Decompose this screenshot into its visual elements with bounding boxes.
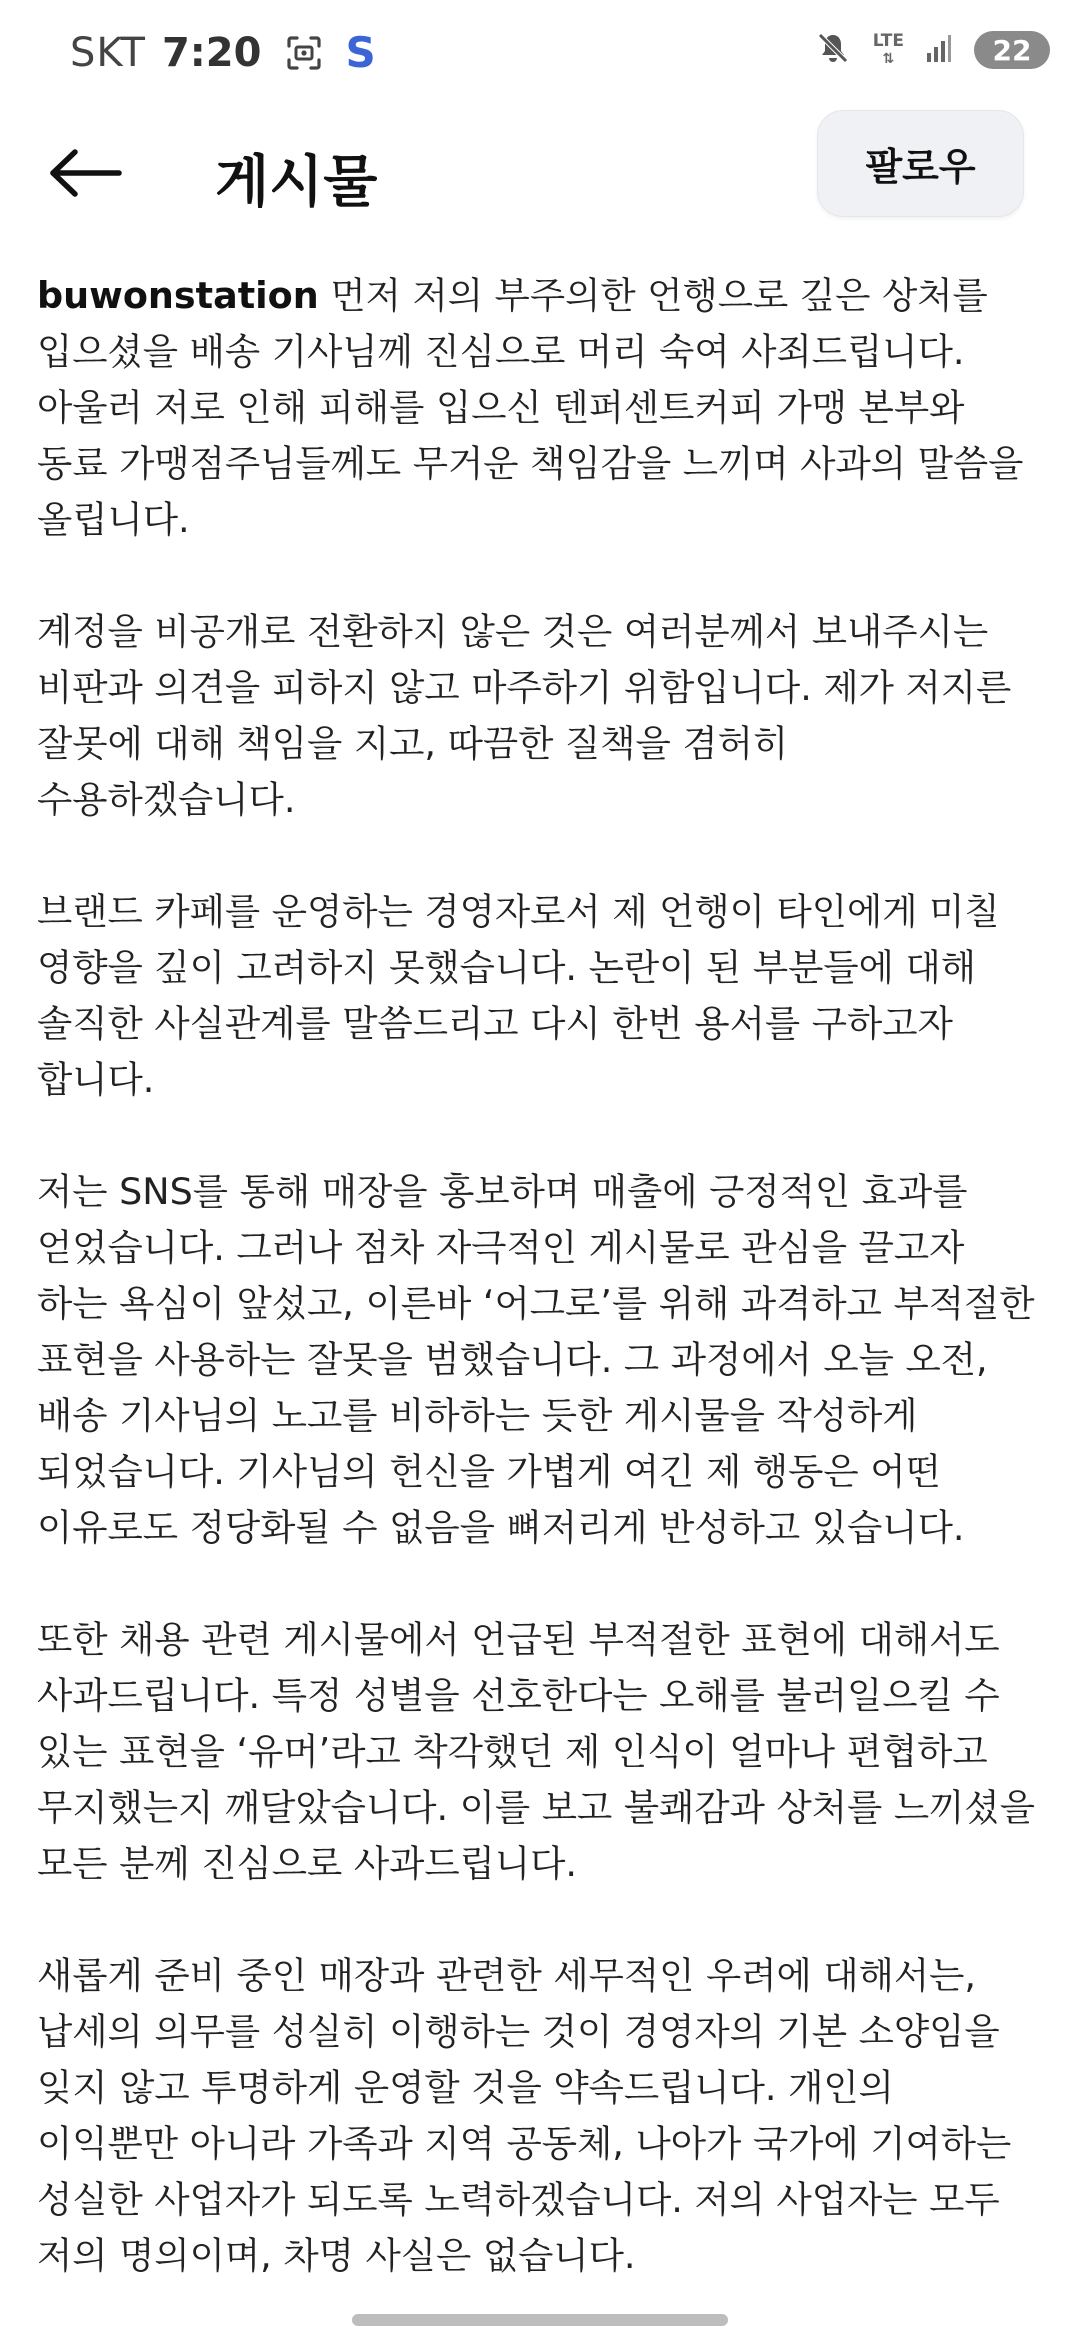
post-paragraph	[37, 268, 1047, 548]
post-line: 브랜드 카페를 운영하는 경영자로서 제 언행이 타인에게 미칠	[37, 890, 1000, 933]
post-paragraph	[37, 1948, 1047, 2284]
post-paragraph	[37, 604, 1047, 828]
post-line: 계정을 비공개로 전환하지 않은 것은 여러분께서 보내주시는	[37, 610, 989, 653]
post-line: 잊지 않고 투명하게 운영할 것을 약속드립니다. 개인의	[37, 2066, 894, 2109]
post-line: 이익뿐만 아니라 가족과 지역 공동체, 나아가 국가에 기여하는	[37, 2122, 1012, 2165]
post-line: 또한 채용 관련 게시물에서 언급된 부적절한 표현에 대해서도	[37, 1618, 1000, 1661]
post-line-text: 먼저 저의 부주의한 언행으로 깊은 상처를	[318, 274, 988, 317]
post-line: 성실한 사업자가 되도록 노력하겠습니다. 저의 사업자는 모두	[37, 2178, 1000, 2221]
network-label: LTE	[872, 30, 904, 51]
post-line: 저의 명의이며, 차명 사실은 없습니다.	[37, 2234, 636, 2277]
follow-button[interactable]: 팔로우	[817, 110, 1024, 217]
post-line: 이유로도 정당화될 수 없음을 뼈저리게 반성하고 있습니다.	[37, 1506, 965, 1549]
post-line: 수용하겠습니다.	[37, 778, 296, 821]
post-paragraph	[37, 884, 1047, 1108]
battery-icon: 22	[974, 31, 1050, 69]
post-line: 새롭게 준비 중인 매장과 관련한 세무적인 우려에 대해서는,	[37, 1954, 977, 1997]
post-body	[37, 268, 1047, 2340]
post-line: 있는 표현을 ‘유머’라고 착각했던 제 인식이 얼마나 편협하고	[37, 1730, 988, 1773]
post-username[interactable]: buwonstation	[37, 274, 319, 317]
post-line: 아울러 저로 인해 피해를 입으신 텐퍼센트커피 가맹 본부와	[37, 386, 965, 429]
post-line: 입으셨을 배송 기사님께 진심으로 머리 숙여 사죄드립니다.	[37, 330, 965, 373]
post-paragraph	[37, 1164, 1047, 1556]
post-line: 하는 욕심이 앞섰고, 이른바 ‘어그로’를 위해 과격하고 부적절한	[37, 1282, 1035, 1325]
status-time: 7:20	[161, 29, 262, 76]
carrier-label: SKT	[70, 29, 146, 76]
post-line: 솔직한 사실관계를 말씀드리고 다시 한번 용서를 구하고자	[37, 1002, 953, 1045]
app-header	[0, 110, 1080, 240]
network-type-icon: LTE ⇅	[872, 30, 904, 67]
post-line: 동료 가맹점주님들께도 무거운 책임감을 느끼며 사과의 말씀을	[37, 442, 1024, 485]
post-line: 모든 분께 진심으로 사과드립니다.	[37, 1842, 578, 1885]
status-bar	[0, 0, 1080, 110]
post-line: 합니다.	[37, 1058, 155, 1101]
post-line: 얻었습니다. 그러나 점차 자극적인 게시물로 관심을 끌고자	[37, 1226, 965, 1269]
post-line: 납세의 의무를 성실히 이행하는 것이 경영자의 기본 소양임을	[37, 2010, 1000, 2053]
post-line: 비판과 의견을 피하지 않고 마주하기 위함입니다. 제가 저지른	[37, 666, 1012, 709]
post-line	[37, 268, 1047, 324]
page-title: 게시물	[215, 150, 378, 215]
home-indicator[interactable]	[352, 2314, 728, 2326]
post-line: 배송 기사님의 노고를 비하하는 듯한 게시물을 작성하게	[37, 1394, 918, 1437]
screen-capture-icon	[285, 34, 323, 72]
post-line: 잘못에 대해 책임을 지고, 따끔한 질책을 겸허히	[37, 722, 789, 765]
back-button[interactable]	[40, 140, 130, 210]
post-line: 올립니다.	[37, 498, 190, 541]
post-line: 저는 SNS를 통해 매장을 홍보하며 매출에 긍정적인 효과를	[37, 1170, 968, 1213]
post-line: 사과드립니다. 특정 성별을 선호한다는 오해를 불러일으킬 수	[37, 1674, 1000, 1717]
status-left	[70, 28, 376, 77]
post-line: 무지했는지 깨달았습니다. 이를 보고 불쾌감과 상처를 느끼셨을	[37, 1786, 1035, 1829]
post-paragraph	[37, 1612, 1047, 1892]
post-line: 되었습니다. 기사님의 헌신을 가볍게 여긴 제 행동은 어떤	[37, 1450, 941, 1493]
post-line: 표현을 사용하는 잘못을 범했습니다. 그 과정에서 오늘 오전,	[37, 1338, 988, 1381]
signal-icon	[926, 33, 952, 67]
arrow-left-icon	[45, 148, 125, 202]
status-right	[815, 30, 1050, 70]
post-line: 영향을 깊이 고려하지 못했습니다. 논란이 된 부분들에 대해	[37, 946, 977, 989]
mute-icon	[815, 30, 851, 70]
app-badge-icon: S	[345, 28, 376, 77]
